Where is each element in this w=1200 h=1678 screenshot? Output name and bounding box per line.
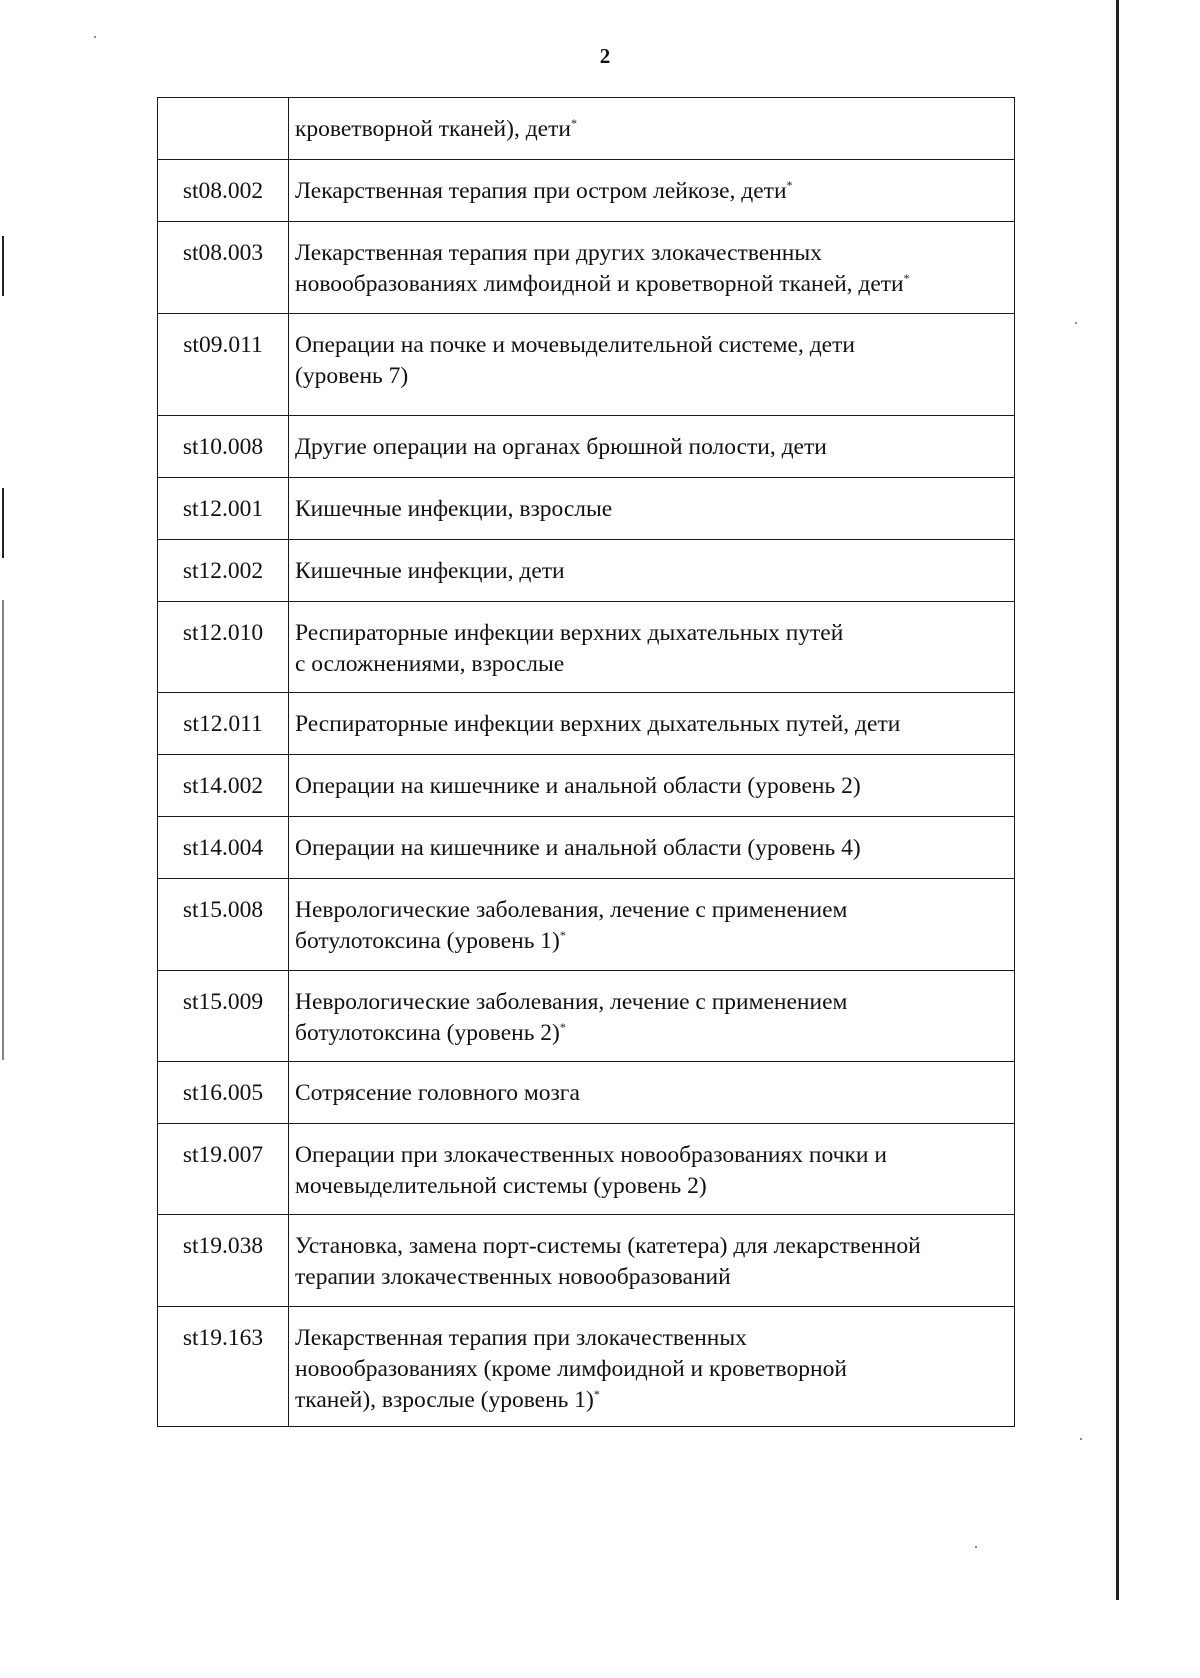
scan-edge-mark [2,600,4,1060]
row-code: st15.009 [158,971,289,1062]
table-row [158,1062,1015,1124]
row-code: st09.011 [158,314,289,416]
table-row [158,879,1015,971]
table-row [158,416,1015,478]
table-row [158,971,1015,1062]
scan-speck [1075,322,1077,324]
row-description-cell [289,1307,1015,1427]
row-description: Операции на кишечнике и анальной области (уровень 2) [295,773,861,799]
table-row [158,1215,1015,1307]
row-description: Лекарственная терапия при злокачественных новообразованиях (кроме лимфоидной и кроветворной тканей), взрослые (уровень 1) [295,1325,847,1413]
row-description: Другие операции на органах брюшной полости, дети [295,434,827,460]
page-number: 2 [599,44,611,68]
scan-speck [1080,1438,1082,1440]
table-row [158,817,1015,879]
row-description-cell [289,540,1015,602]
row-description: Неврологические заболевания, лечение с применением ботулотоксина (уровень 2) [295,989,848,1046]
row-description: Установка, замена порт-системы (катетера) для лекарственной терапии злокачественных новообразований [295,1233,921,1290]
row-description-cell [289,755,1015,817]
scan-edge-mark [2,236,4,296]
row-code: st19.163 [158,1307,289,1427]
table-row [158,1307,1015,1427]
row-description-cell [289,1124,1015,1215]
row-description-cell [289,160,1015,222]
row-description: Кишечные инфекции, взрослые [295,496,613,522]
row-code: st10.008 [158,416,289,478]
table-row [158,693,1015,755]
row-description-cell [289,416,1015,478]
row-description: Сотрясение головного мозга [295,1080,580,1106]
row-code: st12.011 [158,693,289,755]
row-code: st14.004 [158,817,289,879]
row-code: st12.001 [158,478,289,540]
row-description: Операции на кишечнике и анальной области (уровень 4) [295,835,861,861]
row-description: Операции на почке и мочевыделительной системе, дети (уровень 7) [295,332,855,389]
row-description-cell [289,222,1015,314]
row-description-cell [289,478,1015,540]
row-code: st15.008 [158,879,289,971]
row-description-cell [289,1215,1015,1307]
row-description: Лекарственная терапия при других злокачественных новообразованиях лимфоидной и кроветворной тканей, дети [295,240,904,297]
footnote-mark: * [559,928,566,943]
footnote-mark: * [593,1387,600,1402]
table-row [158,314,1015,416]
row-description-cell [289,602,1015,693]
row-description: Неврологические заболевания, лечение с применением ботулотоксина (уровень 1) [295,897,848,954]
row-code: st19.007 [158,1124,289,1215]
scan-speck [975,1546,977,1548]
row-code: st12.010 [158,602,289,693]
table-row [158,222,1015,314]
table-body [158,98,1015,1427]
scan-edge-mark [2,488,4,558]
row-description-cell [289,693,1015,755]
row-code [158,98,289,160]
row-code: st16.005 [158,1062,289,1124]
footnote-mark: * [570,116,577,131]
row-description-cell [289,1062,1015,1124]
row-code: st14.002 [158,755,289,817]
scan-speck [94,36,96,38]
row-description: Кишечные инфекции, дети [295,558,565,584]
row-description-cell [289,817,1015,879]
row-description-cell [289,879,1015,971]
table-row [158,755,1015,817]
scan-edge-line [1116,0,1119,1600]
table-row [158,160,1015,222]
table-row [158,540,1015,602]
row-description: Респираторные инфекции верхних дыхательных путей, дети [295,711,901,737]
row-code: st08.003 [158,222,289,314]
row-description-cell [289,98,1015,160]
row-description: Лекарственная терапия при остром лейкозе, дети [295,178,787,204]
footnote-mark: * [559,1020,566,1035]
services-table [157,97,1015,1427]
table-row [158,98,1015,160]
row-code: st19.038 [158,1215,289,1307]
table-row [158,478,1015,540]
row-description-cell [289,971,1015,1062]
row-description: Операции при злокачественных новообразованиях почки и мочевыделительной системы (уровень 2) [295,1142,887,1199]
table-row [158,1124,1015,1215]
footnote-mark: * [903,271,910,286]
row-code: st08.002 [158,160,289,222]
row-description: кроветворной тканей), дети [295,116,571,142]
table-row [158,602,1015,693]
row-description-cell [289,314,1015,416]
footnote-mark: * [786,178,793,193]
row-code: st12.002 [158,540,289,602]
row-description: Респираторные инфекции верхних дыхательных путей с осложнениями, взрослые [295,620,844,677]
